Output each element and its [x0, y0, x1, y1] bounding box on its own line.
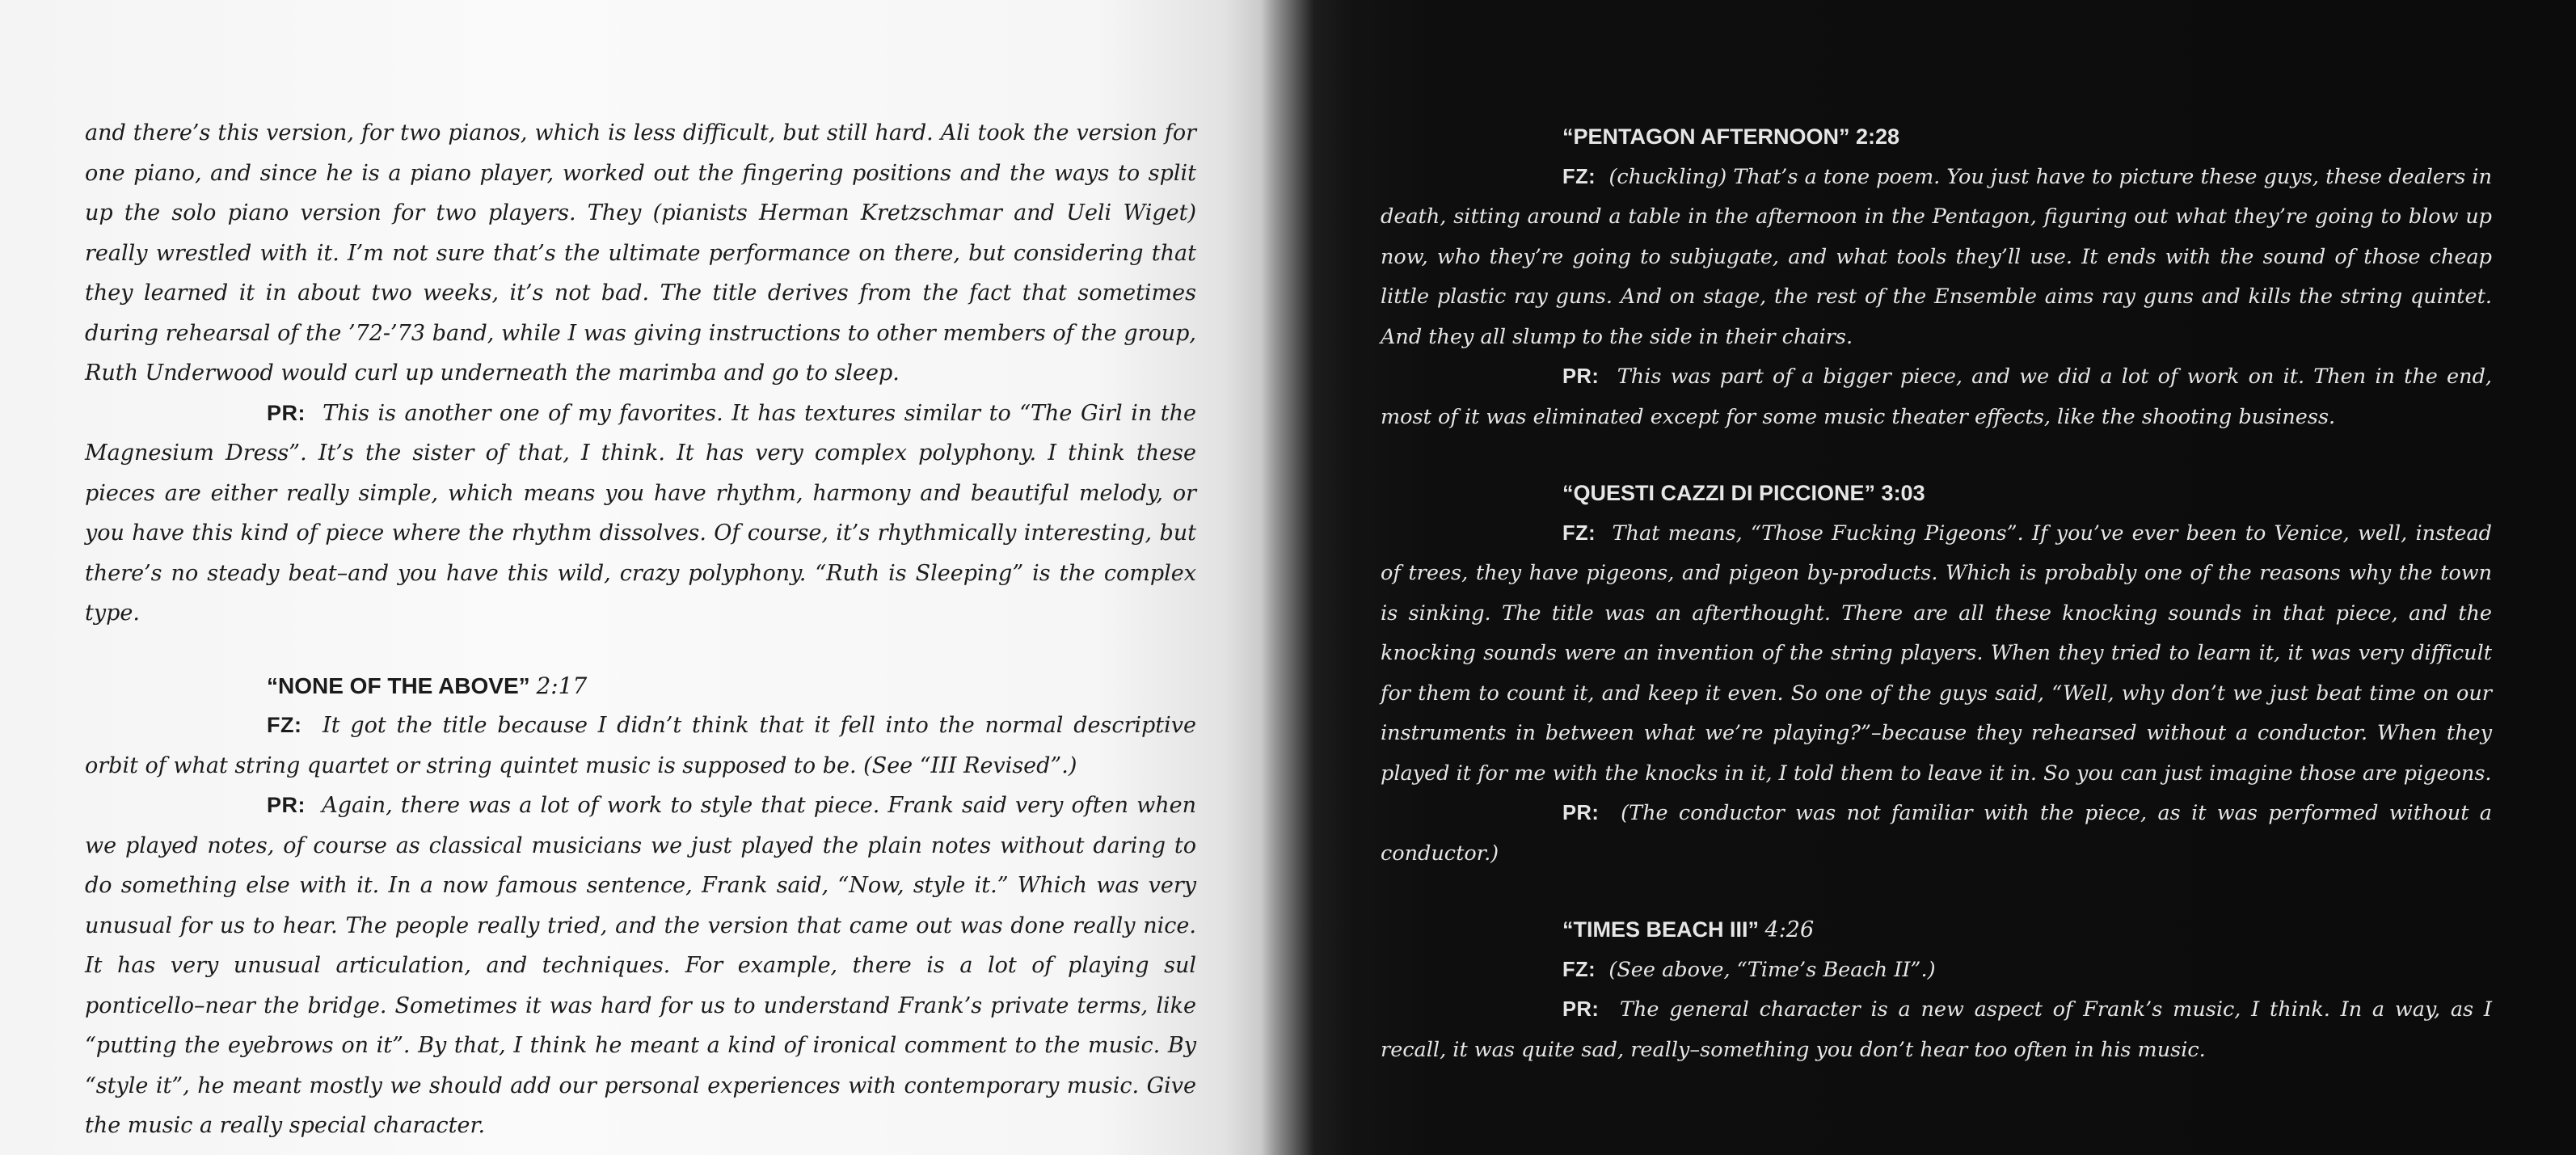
paragraph-text: It got the title because I didn’t think that it fell into the normal descriptive orbit of what string quartet or string quintet music is supposed to be. (See “III Revised”.)	[85, 713, 1196, 778]
paragraph-text: This is another one of my favorites. It has textures similar to “The Girl in the Magnesium Dress”. It’s the sister of that, I think. It has very complex polyphony. I think these pieces are either really simple, which means you have rhythm, harmony and beautiful melody, or you have this kind of piece where the rhythm dissolves. Of course, it’s rhythmically interesting, but there’s no steady beat–and you have this wild, crazy polyphony. “Ruth is Sleeping” is the complex type.	[85, 400, 1197, 626]
track-title: “NONE OF THE ABOVE”	[267, 672, 530, 698]
section-gap	[1381, 437, 2492, 474]
book-gutter	[1261, 0, 1358, 1155]
track-duration: 2:17	[536, 672, 588, 699]
speaker-label: PR:	[1562, 365, 1600, 388]
pr-paragraph-times	[1381, 990, 2492, 1070]
paragraph-text: Again, there was a lot of work to style that piece. Frank said very often when we played notes, of course as classical musicians we just played the plain notes without daring to do something else with it. In a now famous sentence, Frank said, “Now, style it.” Which was very unusual for us to hear. The people really tried, and the version that came out was done really nice. It has very unusual articulation, and techniques. For example, there is a lot of playing sul ponticello–near the bridge. Sometimes it was hard for us to understand Frank’s private terms, like “putting the eyebrows on it”. By that, I think he meant a kind of ironical comment to the music. By “style it”, he meant mostly we should add our personal experiences with contemporary music. Give the music a really special character.	[85, 793, 1196, 1138]
fz-paragraph-questi	[1381, 514, 2492, 795]
pr-paragraph-ruth	[85, 394, 1196, 634]
speaker-label: FZ:	[267, 713, 302, 737]
track-title: “TIMES BEACH III”	[1562, 917, 1760, 942]
paragraph-text: The general character is a new aspect of Frank’s music, I think. In a way, as I recall, it was quite sad, really–something you don’t hear too often in his music.	[1381, 997, 2492, 1062]
track-title: “PENTAGON AFTERNOON”	[1562, 124, 1850, 149]
fz-paragraph-none	[85, 706, 1196, 786]
paragraph-text: That means, “Those Fucking Pigeons”. If you’ve ever been to Venice, well, instead of trees, they have pigeons, and pigeon by-products. Which is probably one of the reasons why the town is sinking. The title was an afterthought. There are all these knocking sounds in that piece, and the knocking sounds were an invention of the string players. When they tried to learn it, it was very difficult for them to count it, and keep it even. So one of the guys said, “Well, why don’t we just beat time on our instruments in between what we’re playing?”–because they rehearsed without a conductor. When they played it for me with the knocks in it, I told them to leave it in. So you can just imagine those are pigeons.	[1381, 521, 2492, 786]
track-heading-none-of-the-above	[85, 666, 1196, 706]
section-gap	[85, 634, 1196, 666]
paragraph-text: (See above, “Time’s Beach II”.)	[1608, 957, 1936, 982]
speaker-label: PR:	[1562, 802, 1600, 824]
pr-paragraph-questi	[1381, 794, 2492, 874]
fz-paragraph-times	[1381, 951, 2492, 991]
speaker-label: PR:	[1562, 998, 1600, 1021]
track-heading-pentagon-afternoon	[1381, 117, 2492, 158]
speaker-label: PR:	[267, 793, 306, 817]
section-gap	[1381, 874, 2492, 910]
track-heading-questi-cazzi	[1381, 474, 2492, 514]
track-duration: 2:28	[1856, 124, 1900, 149]
paragraph-text: This was part of a bigger piece, and we did a lot of work on it. Then in the end, most of it was eliminated except for some music theater effects, like the shooting business.	[1381, 365, 2492, 429]
speaker-label: FZ:	[1562, 958, 1596, 981]
left-text-column	[85, 113, 1196, 1146]
speaker-label: FZ:	[1562, 165, 1596, 188]
right-text-column	[1381, 117, 2492, 1070]
intro-paragraph: and there’s this version, for two pianos, which is less difficult, but still hard. Ali took the version for one piano, and since he is a piano player, worked out the fingering positions and the ways to split up the solo piano version for two players. They (pianists Herman Kretzschmar and Ueli Wiget) really wrestled with it. I’m not sure that’s the ultimate performance on there, but considering that they learned it in about two weeks, it’s not bad. The title derives from the fact that sometimes during rehearsal of the ’72-’73 band, while I was giving instructions to other members of the group, Ruth Underwood would curl up underneath the marimba and go to sleep.	[85, 120, 1196, 386]
paragraph-text: (The conductor was not familiar with the piece, as it was performed without a conductor.)	[1381, 801, 2492, 866]
fz-paragraph-pentagon	[1381, 158, 2492, 358]
pr-paragraph-pentagon	[1381, 357, 2492, 437]
track-heading-times-beach	[1381, 910, 2492, 951]
track-title: “QUESTI CAZZI DI PICCIONE”	[1562, 481, 1876, 505]
pr-paragraph-none	[85, 786, 1196, 1146]
track-duration: 3:03	[1881, 481, 1925, 505]
speaker-label: FZ:	[1562, 521, 1596, 545]
paragraph-text: (chuckling) That’s a tone poem. You just have to picture these guys, these dealers in death, sitting around a table in the afternoon in the Pentagon, figuring out what they’re going to blow up now, who they’re going to subjugate, and what tools they’ll use. It ends with the sound of those cheap little plastic ray guns. And on stage, the rest of the Ensemble aims ray guns and kills the string quintet. And they all slump to the side in their chairs.	[1381, 164, 2493, 349]
speaker-label: PR:	[267, 400, 306, 425]
track-duration: 4:26	[1764, 917, 1815, 942]
